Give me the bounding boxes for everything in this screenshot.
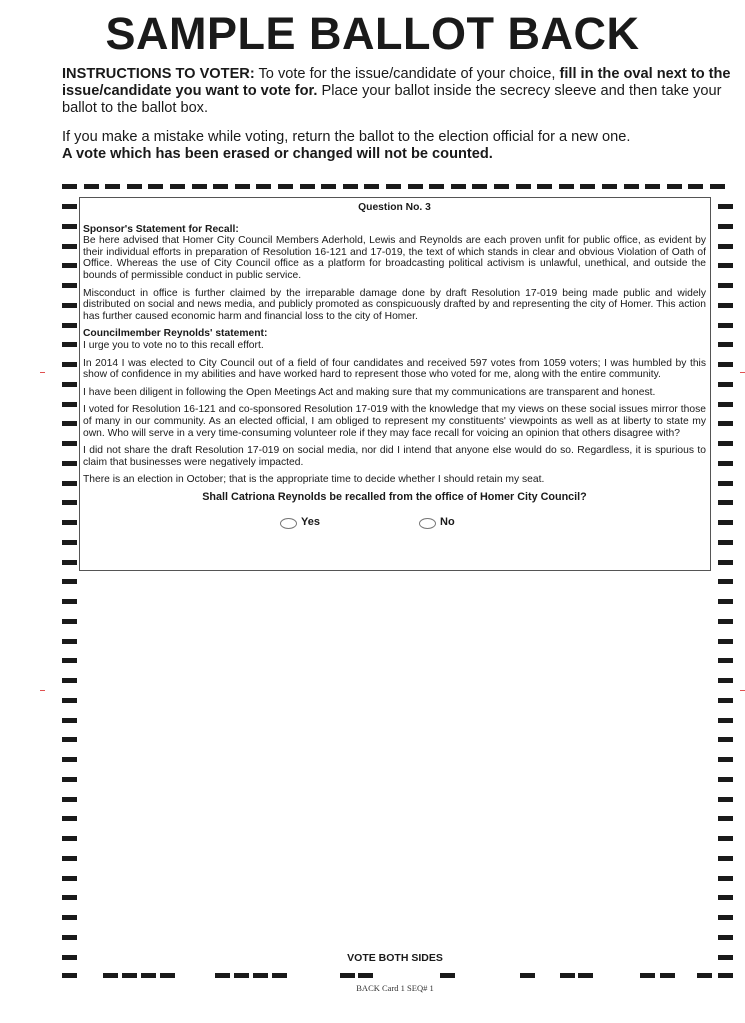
question-box — [79, 197, 711, 571]
timing-mark — [718, 342, 733, 347]
sponsor-paragraph: Be here advised that Homer City Council Members Aderhold, Lewis and Reynolds are each proven unfit for public office, as evident by their individual efforts in preparation of Resolution 16-121 and 17-019, the text of which stands in clear and obvious Violation of Oath of Office. Whereas the use of City Council office as a platform for broadcasting political activism is unlawful, unethical, and outside the bounds of permissible conduct in public service. — [83, 235, 706, 281]
timing-mark — [559, 184, 574, 189]
timing-mark — [718, 816, 733, 821]
option-yes-label: Yes — [301, 516, 320, 529]
timing-mark — [62, 816, 77, 821]
timing-mark — [537, 184, 552, 189]
timing-mark — [718, 619, 733, 624]
timing-mark — [718, 244, 733, 249]
timing-mark — [62, 777, 77, 782]
timing-mark — [62, 678, 77, 683]
option-no-label: No — [440, 516, 455, 529]
council-paragraph: I did not share the draft Resolution 17-019 on social media, nor did I intend that anyone else would do so. Regardless, it is spurious to claim that businesses were negatively impacted. — [83, 445, 706, 468]
ballot-title: SAMPLE BALLOT BACK — [105, 8, 640, 59]
timing-mark — [213, 184, 228, 189]
timing-mark — [84, 184, 99, 189]
timing-mark — [718, 658, 733, 663]
council-paragraph: There is an election in October; that is the appropriate time to decide whether I should retain my seat. — [83, 474, 545, 486]
sponsor-heading: Sponsor's Statement for Recall: — [83, 223, 239, 235]
timing-mark — [105, 184, 120, 189]
timing-mark — [235, 184, 250, 189]
timing-mark — [718, 224, 733, 229]
timing-mark — [718, 382, 733, 387]
instructions — [62, 66, 734, 163]
timing-mark — [321, 184, 336, 189]
timing-mark — [408, 184, 423, 189]
timing-mark — [718, 303, 733, 308]
council-paragraph: I have been diligent in following the Open Meetings Act and making sure that my communications are transparent and honest. — [83, 386, 656, 398]
question-number: Question No. 3 — [358, 202, 431, 213]
timing-mark — [62, 698, 77, 703]
timing-mark — [256, 184, 271, 189]
timing-mark — [718, 599, 733, 604]
erased-warning: A vote which has been erased or changed will not be counted. — [62, 146, 493, 162]
timing-mark — [440, 973, 455, 978]
ballot-question: Shall Catriona Reynolds be recalled from the office of Homer City Council? — [202, 490, 587, 503]
timing-mark — [170, 184, 185, 189]
timing-mark — [718, 718, 733, 723]
timing-mark — [62, 184, 77, 189]
timing-mark — [718, 895, 733, 900]
timing-mark — [62, 856, 77, 861]
timing-mark — [148, 184, 163, 189]
timing-mark — [62, 876, 77, 881]
timing-mark — [160, 973, 175, 978]
timing-mark — [62, 362, 77, 367]
timing-mark — [640, 973, 655, 978]
timing-mark — [62, 461, 77, 466]
timing-mark — [624, 184, 639, 189]
instructions-text-2: Place your ballot inside the secrecy sleeve and then take your ballot to the ballot box. — [62, 83, 722, 116]
council-paragraph: I urge you to vote no to this recall effort. — [83, 339, 264, 351]
timing-mark — [62, 342, 77, 347]
timing-mark — [215, 973, 230, 978]
timing-mark — [718, 698, 733, 703]
timing-mark — [645, 184, 660, 189]
timing-mark — [62, 737, 77, 742]
timing-mark — [253, 973, 268, 978]
timing-mark — [718, 915, 733, 920]
timing-mark — [718, 856, 733, 861]
council-paragraph: In 2014 I was elected to City Council out of a field of four candidates and received 597 votes from 1059 voters; I was humbled by this show of confidence in my abilities and have worked hard to represent those who voted for me, along with the entire community. — [83, 357, 706, 381]
timing-mark — [343, 184, 358, 189]
timing-mark — [660, 973, 675, 978]
timing-mark — [62, 718, 77, 723]
timing-mark — [62, 895, 77, 900]
timing-mark — [62, 639, 77, 644]
timing-mark — [62, 540, 77, 545]
timing-mark — [718, 579, 733, 584]
timing-mark — [718, 402, 733, 407]
timing-mark — [62, 441, 77, 446]
timing-mark — [718, 323, 733, 328]
timing-mark — [667, 184, 682, 189]
timing-mark — [718, 540, 733, 545]
timing-mark — [429, 184, 444, 189]
timing-mark — [62, 500, 77, 505]
timing-mark — [62, 421, 77, 426]
timing-mark — [494, 184, 509, 189]
mistake-note: If you make a mistake while voting, return the ballot to the election official for a new one. — [62, 129, 631, 145]
timing-mark — [141, 973, 156, 978]
timing-mark — [718, 876, 733, 881]
instructions-text: To vote for the issue/candidate of your choice, — [254, 66, 560, 82]
timing-mark — [62, 481, 77, 486]
timing-mark — [192, 184, 207, 189]
timing-mark — [62, 283, 77, 288]
timing-mark — [62, 599, 77, 604]
timing-mark — [718, 935, 733, 940]
timing-mark — [718, 678, 733, 683]
timing-mark — [472, 184, 487, 189]
timing-mark — [688, 184, 703, 189]
oval-yes[interactable] — [280, 518, 297, 529]
timing-mark — [718, 263, 733, 268]
timing-mark — [62, 263, 77, 268]
timing-mark — [451, 184, 466, 189]
timing-mark — [62, 303, 77, 308]
timing-mark — [62, 836, 77, 841]
timing-mark — [520, 973, 535, 978]
timing-mark — [62, 797, 77, 802]
timing-mark — [578, 973, 593, 978]
timing-mark — [300, 184, 315, 189]
registration-tick — [740, 690, 745, 691]
timing-mark — [364, 184, 379, 189]
council-paragraph: I voted for Resolution 16-121 and co-sponsored Resolution 17-019 with the knowledge that my views on these social issues mirror those of many in our community. As an elected official, I am obliged to represent my constituents' viewpoints as well as at liberty to state my own. Who will serve in a very time-consuming volunteer role if they may face recall for voicing an opinion that others disagree with? — [83, 404, 706, 439]
registration-tick — [40, 690, 45, 691]
timing-mark — [62, 579, 77, 584]
timing-mark — [234, 973, 249, 978]
timing-mark — [718, 500, 733, 505]
vote-both-sides: VOTE BOTH SIDES — [347, 952, 443, 964]
council-heading: Councilmember Reynolds' statement: — [83, 328, 268, 340]
timing-mark — [718, 283, 733, 288]
registration-tick — [40, 372, 45, 373]
timing-mark — [127, 184, 142, 189]
timing-mark — [103, 973, 118, 978]
option-no[interactable] — [419, 517, 455, 529]
timing-mark — [602, 184, 617, 189]
timing-mark — [62, 757, 77, 762]
timing-mark — [718, 737, 733, 742]
timing-mark — [718, 520, 733, 525]
timing-mark — [697, 973, 712, 978]
timing-mark — [62, 935, 77, 940]
timing-mark — [516, 184, 531, 189]
timing-mark — [62, 244, 77, 249]
timing-mark — [718, 441, 733, 446]
timing-mark — [710, 184, 725, 189]
timing-mark — [62, 402, 77, 407]
timing-mark — [580, 184, 595, 189]
timing-mark — [718, 973, 733, 978]
timing-mark — [386, 184, 401, 189]
timing-mark — [718, 797, 733, 802]
card-sequence: BACK Card 1 SEQ# 1 — [356, 983, 434, 993]
timing-mark — [62, 658, 77, 663]
timing-mark — [62, 619, 77, 624]
timing-mark — [718, 421, 733, 426]
timing-mark — [62, 224, 77, 229]
timing-mark — [718, 777, 733, 782]
registration-tick — [740, 372, 745, 373]
timing-mark — [62, 382, 77, 387]
timing-mark — [560, 973, 575, 978]
timing-mark — [718, 639, 733, 644]
timing-mark — [278, 184, 293, 189]
timing-mark — [718, 461, 733, 466]
timing-mark — [272, 973, 287, 978]
timing-mark — [340, 973, 355, 978]
timing-mark — [122, 973, 137, 978]
instructions-bold: fill in the oval next to the issue/candidate you want to vote for. — [62, 66, 731, 99]
timing-mark — [718, 836, 733, 841]
option-yes[interactable] — [280, 517, 320, 529]
timing-mark — [358, 973, 373, 978]
timing-mark — [718, 757, 733, 762]
sponsor-paragraph: Misconduct in office is further claimed by the irreparable damage done by draft Resolution 17-019 being made public and widely distributed on social and news media, and publicly promoted as conspicuously drafted by and representing the city of Homer. This action has further caused economic harm and financial loss to the city of Homer. — [83, 287, 706, 322]
timing-mark — [62, 973, 77, 978]
timing-mark — [718, 481, 733, 486]
timing-mark — [718, 204, 733, 209]
timing-mark — [62, 915, 77, 920]
instructions-label: INSTRUCTIONS TO VOTER: — [62, 66, 255, 82]
timing-mark — [62, 560, 77, 565]
timing-mark — [62, 204, 77, 209]
timing-mark — [62, 520, 77, 525]
oval-no[interactable] — [419, 518, 436, 529]
timing-mark — [718, 560, 733, 565]
timing-mark — [718, 362, 733, 367]
timing-mark — [62, 323, 77, 328]
